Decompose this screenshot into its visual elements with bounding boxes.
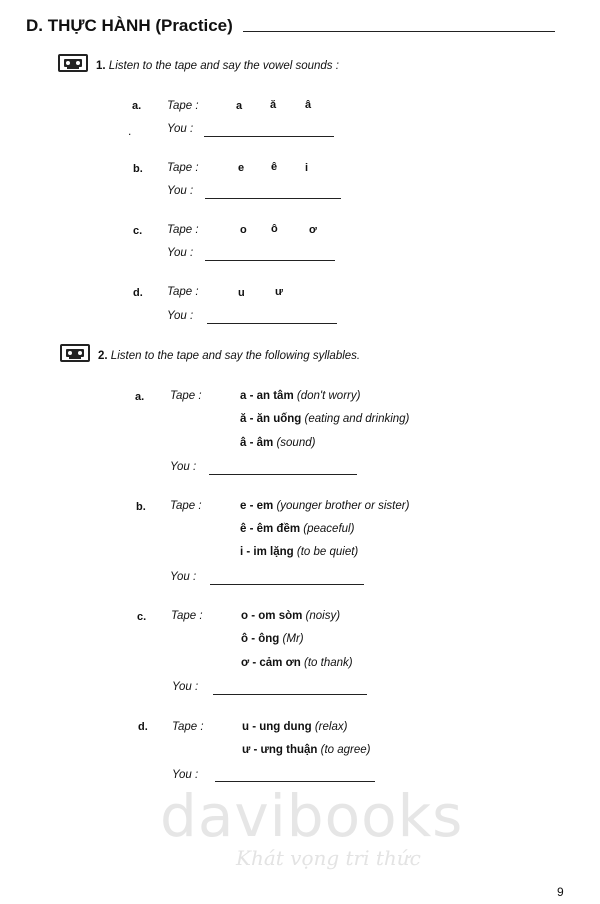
meaning: (eating and drinking) bbox=[304, 413, 410, 425]
stray-mark: . bbox=[128, 124, 132, 138]
meaning: (to be quiet) bbox=[296, 546, 359, 558]
ex1-item-d-you-label: You : bbox=[167, 310, 194, 322]
ex2-item-c-letter: c. bbox=[137, 611, 147, 623]
title-rule bbox=[243, 31, 555, 32]
sound: a - an tâm bbox=[240, 390, 294, 402]
sound: ô - ông bbox=[241, 633, 280, 645]
ex2-item-a-tape-label: Tape : bbox=[170, 390, 202, 402]
meaning: (to thank) bbox=[304, 657, 353, 669]
exercise-2-instruction-text: Listen to the tape and say the following syllables. bbox=[110, 350, 361, 362]
ex1-item-b-tape-label: Tape : bbox=[167, 162, 199, 174]
exercise-1-number: 1. bbox=[96, 60, 106, 72]
sound: u - ung dung bbox=[242, 721, 312, 733]
meaning: (noisy) bbox=[305, 610, 341, 622]
sound: ư - ưng thuận bbox=[242, 744, 318, 756]
ex1-item-d-answer-blank[interactable] bbox=[207, 323, 337, 324]
ex2-item-a-you-label: You : bbox=[170, 461, 197, 473]
ex2-item-c-line-1 bbox=[241, 610, 340, 622]
sound: ă - ăn uống bbox=[240, 413, 302, 425]
ex2-item-b-line-2 bbox=[240, 523, 354, 535]
ex2-item-a-line-3 bbox=[240, 437, 315, 449]
ex2-item-b-tape-label: Tape : bbox=[170, 500, 202, 512]
meaning: (relax) bbox=[314, 721, 348, 733]
ex2-item-a-line-2 bbox=[240, 413, 409, 425]
ex1-item-a-tape-label: Tape : bbox=[167, 100, 199, 112]
ex1-item-c-you-label: You : bbox=[167, 247, 194, 259]
ex2-item-a-letter: a. bbox=[135, 391, 145, 403]
ex2-item-b-letter: b. bbox=[136, 501, 146, 513]
ex2-item-b-line-1 bbox=[240, 500, 409, 512]
page-title: D. THỰC HÀNH (Practice) bbox=[26, 16, 233, 35]
ex1-item-a-answer-blank[interactable] bbox=[204, 136, 334, 137]
ex1-item-b-you-label: You : bbox=[167, 185, 194, 197]
ex2-item-c-tape-label: Tape : bbox=[171, 610, 203, 622]
sound: i - im lặng bbox=[240, 546, 294, 558]
ex2-item-d-tape-label: Tape : bbox=[172, 721, 204, 733]
meaning: (don't worry) bbox=[296, 390, 361, 402]
exercise-1-instruction bbox=[96, 60, 339, 72]
exercise-1-instruction-text: Listen to the tape and say the vowel sounds : bbox=[108, 60, 339, 72]
meaning: (sound) bbox=[276, 437, 316, 449]
cassette-tape-icon bbox=[60, 344, 90, 362]
ex1-item-d-letter: d. bbox=[133, 287, 143, 299]
watermark-brand: davibooks bbox=[160, 782, 464, 850]
ex1-item-b-letter: b. bbox=[133, 163, 143, 175]
ex1-item-c-vowel-1: o bbox=[240, 224, 247, 236]
meaning: (younger brother or sister) bbox=[276, 500, 410, 512]
ex2-item-d-line-1 bbox=[242, 721, 347, 733]
ex1-item-b-vowel-1: e bbox=[238, 162, 245, 174]
meaning: (to agree) bbox=[320, 744, 371, 756]
ex2-item-b-line-3 bbox=[240, 546, 358, 558]
ex2-item-c-line-3 bbox=[241, 657, 353, 669]
sound: ơ - cảm ơn bbox=[241, 657, 301, 669]
ex1-item-c-vowel-2: ô bbox=[271, 223, 278, 235]
ex2-item-d-line-2 bbox=[242, 744, 370, 756]
ex1-item-b-vowel-3: i bbox=[305, 162, 309, 174]
ex2-item-b-answer-blank[interactable] bbox=[210, 584, 364, 585]
ex1-item-d-vowel-2: ư bbox=[275, 286, 283, 298]
meaning: (peaceful) bbox=[303, 523, 355, 535]
ex1-item-c-tape-label: Tape : bbox=[167, 224, 199, 236]
ex1-item-b-answer-blank[interactable] bbox=[205, 198, 341, 199]
cassette-tape-icon bbox=[58, 54, 88, 72]
sound: ê - êm đềm bbox=[240, 523, 301, 535]
exercise-2-instruction bbox=[98, 350, 360, 362]
ex2-item-d-letter: d. bbox=[138, 721, 148, 733]
watermark-slogan: Khát vọng tri thức bbox=[236, 846, 421, 870]
ex1-item-d-vowel-1: u bbox=[238, 287, 245, 299]
ex2-item-d-you-label: You : bbox=[172, 769, 199, 781]
ex1-item-c-vowel-3: ơ bbox=[309, 224, 317, 236]
ex2-item-b-you-label: You : bbox=[170, 571, 197, 583]
ex1-item-b-vowel-2: ê bbox=[271, 161, 278, 173]
ex1-item-d-tape-label: Tape : bbox=[167, 286, 199, 298]
ex1-item-a-vowel-2: ă bbox=[270, 99, 277, 111]
meaning: (Mr) bbox=[282, 633, 304, 645]
ex1-item-a-letter: a. bbox=[132, 100, 142, 112]
sound: e - em bbox=[240, 500, 274, 512]
sound: â - âm bbox=[240, 437, 274, 449]
ex1-item-c-answer-blank[interactable] bbox=[205, 260, 335, 261]
sound: o - om sòm bbox=[241, 610, 303, 622]
ex2-item-c-you-label: You : bbox=[172, 681, 199, 693]
ex2-item-a-line-1 bbox=[240, 390, 360, 402]
exercise-2-number: 2. bbox=[98, 350, 108, 362]
ex1-item-a-you-label: You : bbox=[167, 123, 194, 135]
ex1-item-c-letter: c. bbox=[133, 225, 143, 237]
ex2-item-c-line-2 bbox=[241, 633, 304, 645]
ex2-item-a-answer-blank[interactable] bbox=[209, 474, 357, 475]
ex2-item-c-answer-blank[interactable] bbox=[213, 694, 367, 695]
page-number: 9 bbox=[557, 885, 564, 899]
ex1-item-a-vowel-3: â bbox=[305, 99, 312, 111]
ex1-item-a-vowel-1: a bbox=[236, 100, 243, 112]
